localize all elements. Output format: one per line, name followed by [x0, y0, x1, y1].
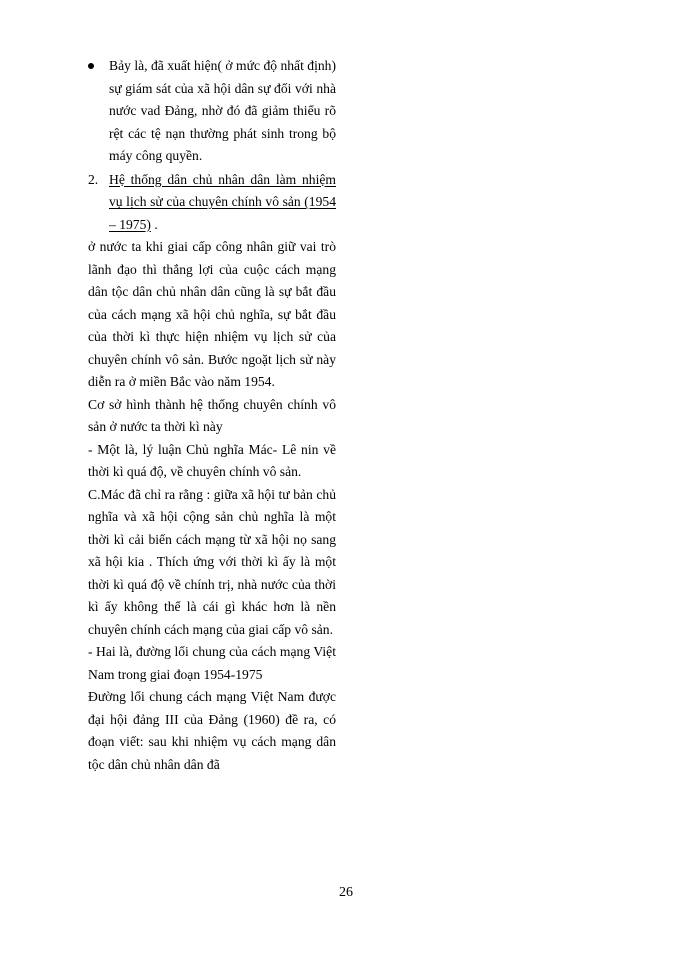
section-heading — [88, 169, 336, 237]
section-number: 2. — [88, 171, 99, 187]
paragraph-point-one: - Một là, lý luận Chủ nghĩa Mác- Lê nin về thời kì quá độ, về chuyên chính vô sản. — [88, 441, 336, 479]
bullet-item — [88, 55, 336, 168]
bullet-text: Bảy là, đã xuất hiện( ở mức độ nhất định) sự giám sát của xã hội dân sự đối với nhà nước vad Đảng, nhờ đó đã giảm thiểu rõ rệt các tệ nạn thường phát sinh trong bộ máy công quyền. — [109, 58, 336, 163]
bullet-dot-icon — [88, 63, 94, 69]
section-heading-suffix: . — [150, 216, 158, 232]
paragraph-point-two: - Hai là, đường lối chung của cách mạng Việt Nam trong giai đoạn 1954-1975 — [88, 644, 336, 682]
paragraph-general-line: Đường lối chung cách mạng Việt Nam được đại hội đảng III của Đảng (1960) đề ra, có đoạn viết: sau khi nhiệm vụ cách mạng dân tộc dân chủ nhân dân đã — [88, 689, 336, 772]
paragraph-intro: ở nước ta khi giai cấp công nhân giữ vai trò lãnh đạo thì thắng lợi của cuộc cách mạng dân tộc dân chủ nhân dân cũng là sự bắt đầu của cách mạng xã hội chủ nghĩa, sự bắt đầu của thời kì thực hiện nhiệm vụ lịch sử của chuyên chính vô sản. Bước ngoặt lịch sử này diễn ra ở miền Bắc vào năm 1954. — [88, 239, 336, 389]
text-column — [88, 55, 336, 776]
paragraph-basis-heading: Cơ sở hình thành hệ thống chuyên chính vô sản ở nước ta thời kì này — [88, 396, 336, 434]
section-heading-text: Hệ thống dân chủ nhân dân làm nhiệm vụ lịch sử của chuyên chính vô sản (1954 – 1975) — [109, 171, 336, 232]
paragraph-marx-quote: C.Mác đã chỉ ra rằng : giữa xã hội tư bản chủ nghĩa và xã hội cộng sản chủ nghĩa là một thời kì cải biến cách mạng từ xã hội nọ sang xã hội kia . Thích ứng với thời kì ấy là một thời kì quá độ về chính trị, nhà nước của thời kì ấy không thể là cái gì khác hơn là nền chuyên chính cách mạng của giai cấp vô sản. — [88, 486, 336, 637]
page-number: 26 — [339, 885, 353, 900]
